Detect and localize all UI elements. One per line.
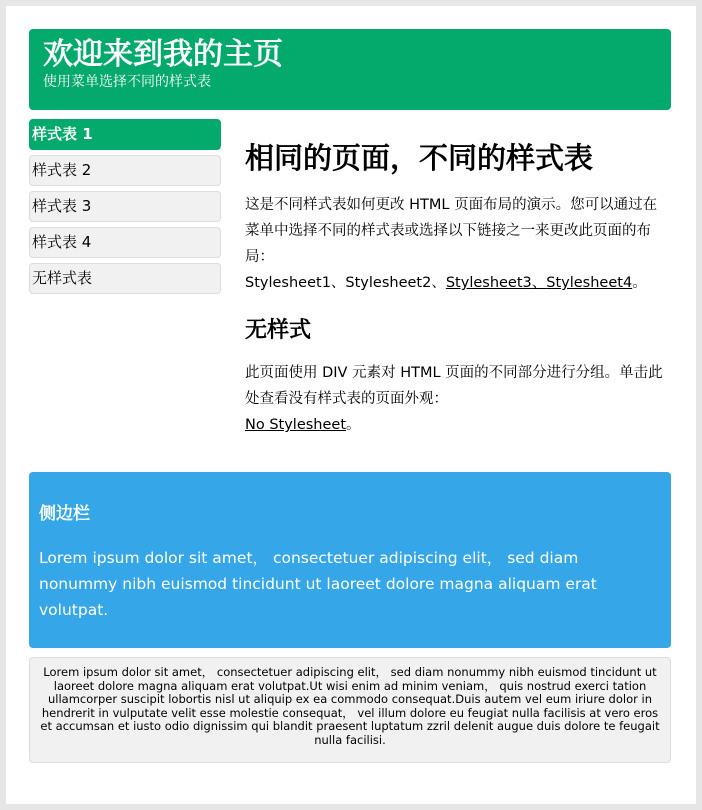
- stylesheet-2-text: Stylesheet2: [345, 275, 432, 291]
- menu-item-stylesheet-2[interactable]: 样式表 2: [29, 155, 221, 186]
- menu-item-stylesheet-3[interactable]: 样式表 3: [29, 191, 221, 222]
- main-content: [245, 136, 670, 438]
- link-separator: 、: [431, 275, 446, 291]
- link-separator[interactable]: 、: [531, 275, 547, 291]
- no-style-heading: 无样式: [245, 318, 312, 343]
- page-container: [6, 6, 696, 804]
- no-style-paragraph: [245, 360, 670, 438]
- intro-text: 这是不同样式表如何更改 HTML 页面布局的演示。您可以通过在菜单中选择不同的样式表或选择以下链接之一来更改此页面的布局：: [245, 197, 658, 265]
- sidebar-text: Lorem ipsum dolor sit amet， consectetuer adipiscing elit， sed diam nonummy nibh euismod tincidunt ut laoreet dolore magna aliquam erat volutpat.: [39, 549, 597, 619]
- menu-item-stylesheet-1[interactable]: 样式表 1: [29, 119, 221, 150]
- stylesheet-4-link[interactable]: Stylesheet4: [546, 275, 633, 291]
- stylesheet-3-link[interactable]: Stylesheet3: [445, 275, 532, 291]
- stylesheet-menu: [29, 119, 221, 299]
- page-title: 欢迎来到我的主页: [43, 37, 283, 72]
- menu-item-no-stylesheet[interactable]: 无样式表: [29, 263, 221, 294]
- no-style-text: 此页面使用 DIV 元素对 HTML 页面的不同部分进行分组。单击此处查看没有样式表的页面外观：: [245, 365, 663, 407]
- main-heading: 相同的页面，不同的样式表: [245, 141, 594, 175]
- sidebar-panel: [29, 472, 671, 648]
- header-banner: [29, 29, 671, 110]
- footer: [29, 657, 671, 763]
- sidebar-title: 侧边栏: [39, 504, 90, 524]
- no-stylesheet-link[interactable]: No Stylesheet: [245, 417, 347, 433]
- page-subtitle: 使用菜单选择不同的样式表: [43, 74, 211, 90]
- sentence-end: 。: [346, 417, 361, 433]
- footer-text: Lorem ipsum dolor sit amet， consectetuer adipiscing elit， sed diam nonummy nibh euismod tincidunt ut laoreet dolore magna aliquam erat volutpat.Ut wisi enim ad minim veniam， quis nostrud exerci tation ullamcorper suscipit lobortis nisl ut aliquip ex ea commodo consequat.Duis autem vel eum iriure dolor in hendrerit in vulputate velit esse molestie consequat， vel illum dolore eu feugiat nulla facilisis at vero eros et accumsan et iusto odio dignissim qui blandit praesent luptatum zzril delenit augue duis dolore te feugait nulla facilisi.: [40, 665, 660, 747]
- menu-item-stylesheet-4[interactable]: 样式表 4: [29, 227, 221, 258]
- intro-paragraph: [245, 192, 670, 296]
- stylesheet-1-text: Stylesheet1: [245, 275, 331, 291]
- sentence-end: 。: [632, 275, 647, 291]
- link-separator: 、: [330, 275, 346, 291]
